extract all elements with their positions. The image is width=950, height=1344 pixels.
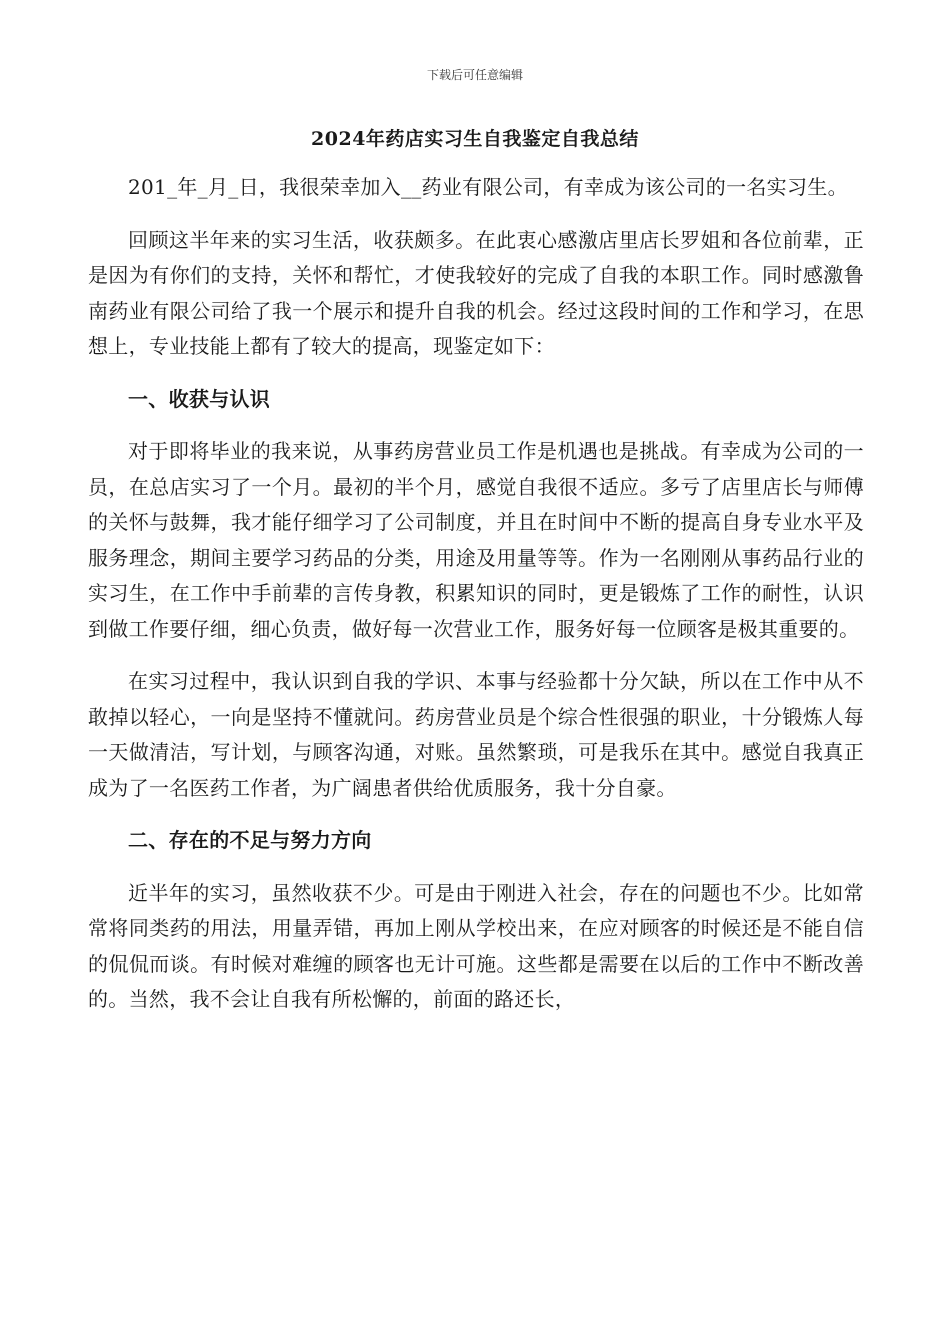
paragraph-shortcomings: 近半年的实习，虽然收获不少。可是由于刚进入社会，存在的问题也不少。比如常常将同类药的用法，用量弄错，再加上刚从学校出来，在应对顾客的时候还是不能自信的侃侃而谈。有时候对难缠的顾客也无计可施。这些都是需要在以后的工作中不断改善的。当然，我不会让自我有所松懈的，前面的路还长， [88,880,864,1011]
paragraph-intro: 201_年_月_日，我很荣幸加入__药业有限公司，有幸成为该公司的一名实习生。 [128,175,848,199]
paragraph-review: 回顾这半年来的实习生活，收获颇多。在此衷心感激店里店长罗姐和各位前辈，正是因为有你们的支持，关怀和帮忙，才使我较好的完成了自我的本职工作。同时感激鲁南药业有限公司给了我一个展示和提升自我的机会。经过这段时间的工作和学习，在思想上，专业技能上都有了较大的提高，现鉴定如下： [88,227,864,358]
document-title: 2024年药店实习生自我鉴定自我总结 [311,128,639,150]
paragraph-process: 在实习过程中，我认识到自我的学识、本事与经验都十分欠缺，所以在工作中从不敢掉以轻心，一向是坚持不懂就问。药房营业员是个综合性很强的职业，十分锻炼人每一天做清洁，写计划，与顾客沟通，对账。虽然繁琐，可是我乐在其中。感觉自我真正成为了一名医药工作者，为广阔患者供给优质服务，我十分自豪。 [88,669,864,800]
section-heading-shortcomings: 二、存在的不足与努力方向 [128,828,372,852]
paragraph-gains: 对于即将毕业的我来说，从事药房营业员工作是机遇也是挑战。有幸成为公司的一员，在总店实习了一个月。最初的半个月，感觉自我很不适应。多亏了店里店长与师傅的关怀与鼓舞，我才能仔细学习了公司制度，并且在时间中不断的提高自身专业水平及服务理念，期间主要学习药品的分类，用途及用量等等。作为一名刚刚从事药品行业的实习生，在工作中手前辈的言传身教，积累知识的同时，更是锻炼了工作的耐性，认识到做工作要仔细，细心负责，做好每一次营业工作，服务好每一位顾客是极其重要的。 [88,439,864,641]
document-body [88,170,864,1035]
header-note: 下载后可任意编辑 [426,68,523,82]
section-heading-gains: 一、收获与认识 [128,386,271,411]
